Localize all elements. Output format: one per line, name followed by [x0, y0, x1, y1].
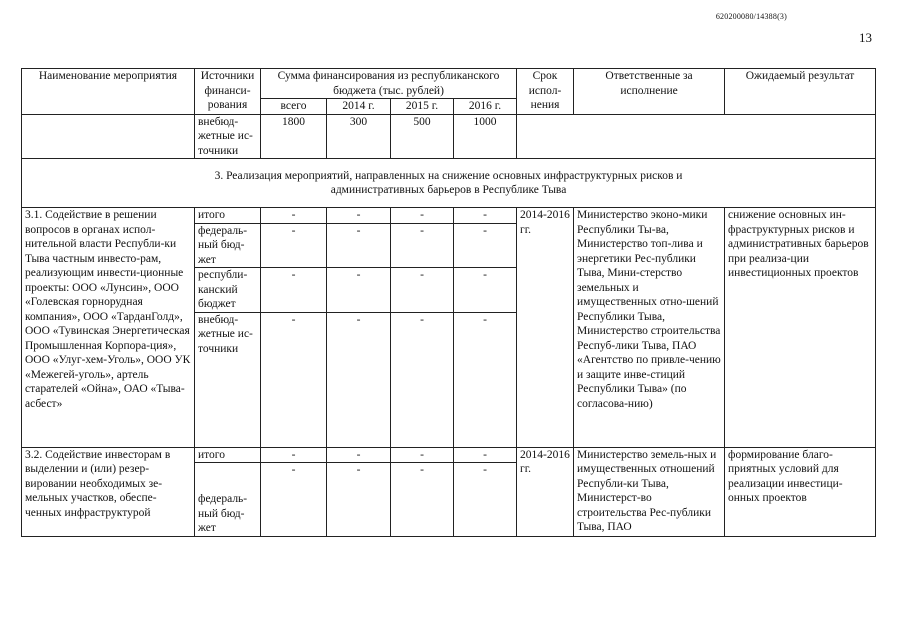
item32-2015-0: - [391, 447, 454, 463]
item31-2016-1: - [454, 223, 517, 268]
item32-total-1: - [261, 463, 327, 536]
item31-2015-2: - [391, 268, 454, 313]
item31-total-3: - [261, 312, 327, 447]
measures-table [21, 68, 876, 537]
carry-source: внебюд-жетные ис-точники [195, 114, 261, 159]
header-source: Источники финанси-рования [195, 69, 261, 115]
item32-2016-0: - [454, 447, 517, 463]
header-2014: 2014 г. [327, 99, 391, 115]
item31-source-1: федераль-ный бюд-жет [195, 223, 261, 268]
item31-responsible: Министерство эконо-мики Республики Ты-ва, Министерство топ-лива и энергетики Рес-публики Тыва, Мини-стерство земельных и имущественных отно-шений Республики Тыва, Министерство строительства Респуб-лики Тыва, ПАО «Агентство по привле-чению и защите инве-стиций Республики Тыва» (по согласова-нию) [574, 208, 725, 448]
item31-row-total [22, 208, 876, 224]
carry-name [22, 114, 195, 159]
item31-2015-0: - [391, 208, 454, 224]
item31-source-0: итого [195, 208, 261, 224]
header-term: Срок испол-нения [517, 69, 574, 115]
item31-total-0: - [261, 208, 327, 224]
section-row [22, 159, 876, 208]
item31-total-2: - [261, 268, 327, 313]
item32-row-total [22, 447, 876, 463]
item31-2016-0: - [454, 208, 517, 224]
header-amount: Сумма финансирования из республиканского бюджета (тыс. рублей) [261, 69, 517, 99]
carry-2016: 1000 [454, 114, 517, 159]
item31-result: снижение основных ин-фраструктурных рисков и административных барьеров при реализа-ции инвестиционных проектов [725, 208, 876, 448]
header-name: Наименование мероприятия [22, 69, 195, 115]
header-result: Ожидаемый результат [725, 69, 876, 115]
table-header-row [22, 69, 876, 99]
item32-result: формирование благо-приятных условий для реализации инвестици-онных проектов [725, 447, 876, 536]
item31-source-2: республи-канский бюджет [195, 268, 261, 313]
carry-2015: 500 [391, 114, 454, 159]
header-2016: 2016 г. [454, 99, 517, 115]
item31-2014-2: - [327, 268, 391, 313]
item32-source-0: итого [195, 447, 261, 463]
item31-2016-2: - [454, 268, 517, 313]
item31-2015-1: - [391, 223, 454, 268]
header-responsible: Ответственные за исполнение [574, 69, 725, 115]
carry-2014: 300 [327, 114, 391, 159]
header-total: всего [261, 99, 327, 115]
item32-2014-1: - [327, 463, 391, 536]
item31-2014-3: - [327, 312, 391, 447]
item31-name: 3.1. Содействие в решении вопросов в органах испол-нительной власти Республи-ки Тыва частным инвесто-рам, реализующим инвести-ционные проекты: ООО «Лунсин», ООО «Голевская горнорудная компания», ООО «ТарданГолд», ООО «Тувинская Энергетическая Промышленная Корпора-ция», ООО «Улуг-хем-Уголь», ООО УК «Межегей-уголь», артель старателей «Ойна», ОАО «Тыва-асбест» [22, 208, 195, 448]
item31-2015-3: - [391, 312, 454, 447]
section-title: 3. Реализация мероприятий, направленных на снижение основных инфраструктурных рисков и административных барьеров в Республике Тыва [22, 159, 876, 208]
document-code: 620200080/14388(3) [715, 12, 787, 21]
item32-2015-1: - [391, 463, 454, 536]
header-2015: 2015 г. [391, 99, 454, 115]
item31-2016-3: - [454, 312, 517, 447]
item31-term: 2014-2016 гг. [517, 208, 574, 448]
carry-total: 1800 [261, 114, 327, 159]
item32-responsible: Министерство земель-ных и имущественных отношений Республи-ки Тыва, Министерст-во строительства Рес-публики Тыва, ПАО [574, 447, 725, 536]
item32-2014-0: - [327, 447, 391, 463]
carry-rest [517, 114, 876, 159]
item31-total-1: - [261, 223, 327, 268]
item32-name: 3.2. Содействие инвесторам в выделении и (или) резер-вировании необходимых зе-мельных участков, обеспе-ченных инфраструктурой [22, 447, 195, 536]
carry-row [22, 114, 876, 159]
item32-source-1: федераль-ный бюд-жет [195, 463, 261, 536]
item31-source-3: внебюд-жетные ис-точники [195, 312, 261, 447]
item32-total-0: - [261, 447, 327, 463]
page-number: 13 [859, 30, 872, 45]
item31-2014-0: - [327, 208, 391, 224]
item31-2014-1: - [327, 223, 391, 268]
item32-2016-1: - [454, 463, 517, 536]
item32-term: 2014-2016 гг. [517, 447, 574, 536]
